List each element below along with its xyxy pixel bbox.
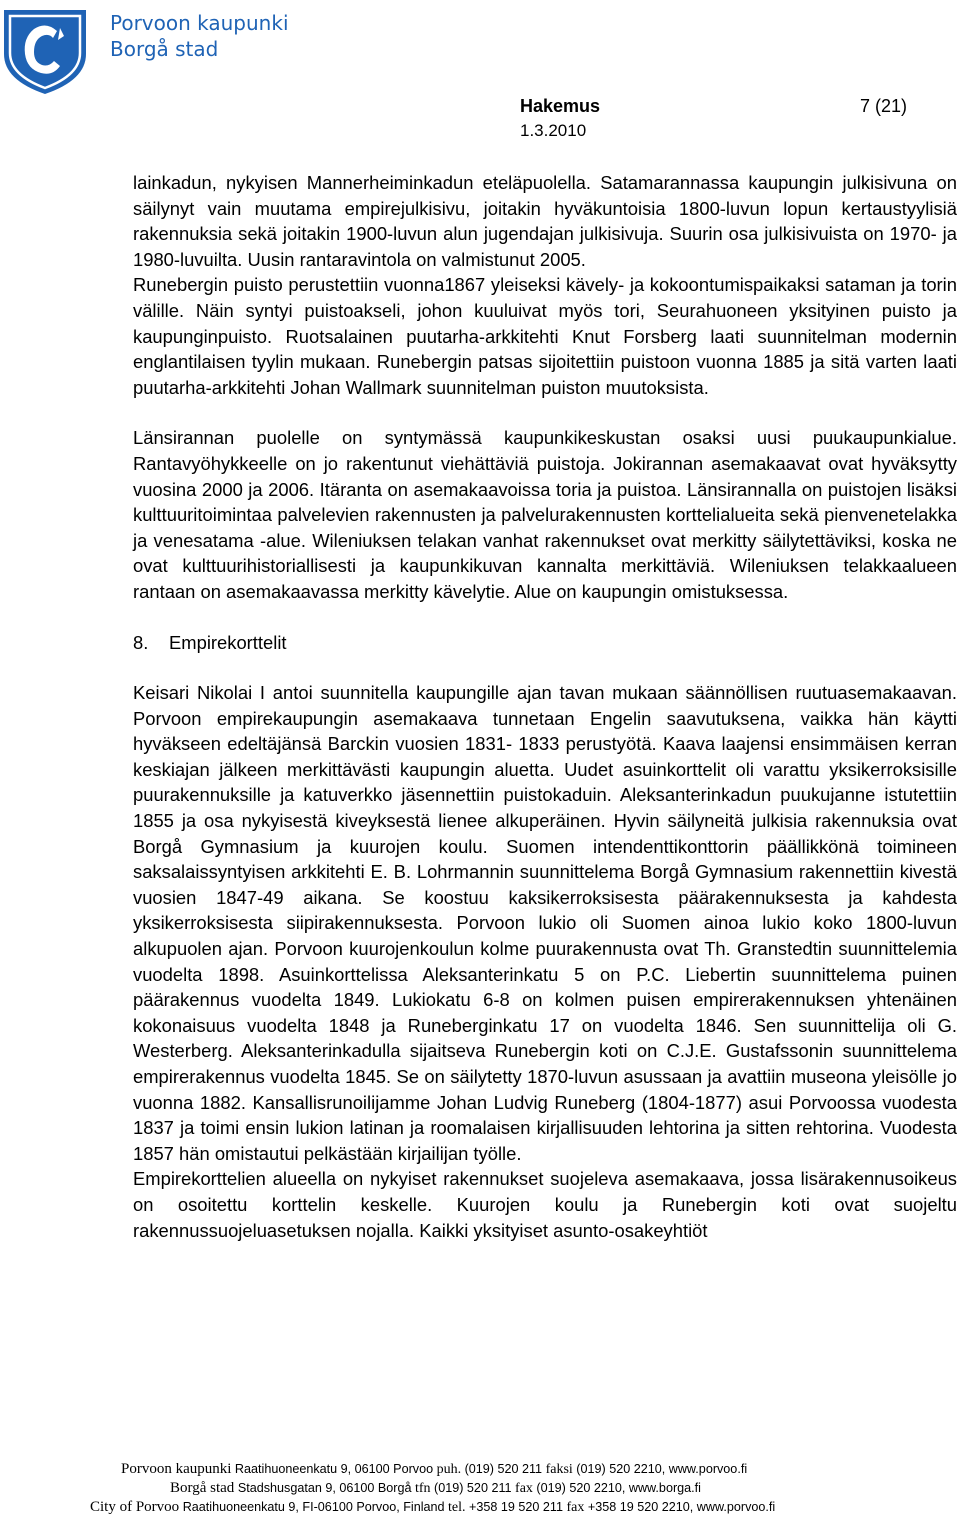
paragraph: Empirekorttelien alueella on nykyiset rakennukset suojeleva asemakaava, jossa lisärakennusoikeus on osoitettu korttelin keskelle. Kuurojen koulu ja Runebergin koti ovat suojeltu rakennussuojeluasetuksen nojalla. Kaikki yksityiset asunto-osakeyhtiöt [133,1168,957,1241]
paragraph: Runebergin puisto perustettiin vuonna1867 yleiseksi kävely- ja kokoontumispaikaksi sataman ja torin välille. Näin syntyi puistoakseli, johon kuuluivat myös tori, Seurahuoneen yksityinen puisto ja kaupunginpuisto. Ruotsalainen puutarha-arkkitehti Knut Forsberg laati suunnitelman modernin englantilaisen tyylin mukaan. Runebergin patsas sijoitettiin puistoon vuonna 1885 ja sitä varten laati puutarha-arkkitehti Johan Wallmark suunnitelman puiston muutoksista. [133,274,957,398]
paragraph: Länsirannan puolelle on syntymässä kaupunkikeskustan osaksi uusi puukaupunkialue. Rantavyöhykkeelle on jo rakentunut viehättäviä puistoja. Jokirannan asemakaavat ovat hyväksytty vuosina 2000 ja 2006. Itäranta on asemakaavoissa toria ja puistoa. Länsirannalla on puistojen lisäksi kulttuuritoimintaa palvelevien rakennusten ja palvelurakennusten korttelialueita sekä pienvenetelakka ja venesatama -alue. Wileniuksen telakan vanhat rakennukset ovat merkitty säilytettäviksi, koska ne ovat kulttuurihistoriallisesti ja kaupunkikuvan kannalta merkittäviä. Wileniuksen telakkaalueen rantaan on asemakaavassa merkitty kävelytie. Alue on kaupungin omistuksessa. [133,427,957,602]
organization-name-fi: Porvoon kaupunki [110,11,289,35]
footer-line-fi: Porvoon kaupunki Raatihuoneenkatu 9, 06100 Porvoo puh. (019) 520 211 faksi (019) 520 2210, www.porvoo.fi [121,1461,748,1477]
document-title: Hakemus [520,96,601,116]
section-heading [133,630,957,656]
footer-line-sv: Borgå stad Stadshusgatan 9, 06100 Borgå tfn (019) 520 211 fax (019) 520 2210, www.borga.fi [170,1480,701,1496]
document-body [133,170,957,1243]
organization-name-sv: Borgå stad [110,37,219,61]
document-date: 1.3.2010 [520,121,587,140]
footer-line-en: City of Porvoo Raatihuoneenkatu 9, FI-06100 Porvoo, Finland tel. +358 19 520 211 fax +358 19 520 2210, www.porvoo.fi [90,1499,776,1515]
section-number: 8. [133,631,149,653]
paragraph: lainkadun, nykyisen Mannerheiminkadun eteläpuolella. Satamarannassa kaupungin julkisivuna on säilynyt vain muutama empirejulkisivu, joitakin hyväkuntoisia 1800-luvun lopun kertaustyylisiä rakennuksia sekä joitakin 1900-luvun alun jugendajan julkisivuja. Suurin osa julkisivuista on 1970- ja 1980-luvuilta. Uusin rantaravintola on valmistunut 2005. [133,172,957,270]
page-number: 7 (21) [860,96,908,116]
paragraph: Keisari Nikolai I antoi suunnitella kaupungille ajan tavan mukaan säännöllisen ruutuasemakaavan. Porvoon empirekaupungin asemakaava tunnetaan Engelin saavutuksena, vaikka hän käytti hyväkseen edeltäjänsä Barckin vuosien 1831- 1833 perustyötä. Kaava laajensi ensimmäisen kerran keskiajan jälkeen merkittävästi kaupungin aluetta. Uudet asuinkorttelit oli varattu yksikerroksisille puurakennuksille ja katuverkko jäsennettiin puistokaduin. Aleksanterinkadun puukujanne istutettiin 1855 ja osa nykyisestä kiveyksestä lienee alkuperäinen. Hyvin säilyneitä julkisia rakennuksia ovat Borgå Gymnasium ja kuurojen koulu. Suomen intendenttikonttorin päällikkönä toimineen saksalaissyntyisen arkkitehti E. B. Lohrmannin suunnittelema Borgå Gymnasium rakennettiin kivestä vuosien 1847-49 aikana. Se koostuu kaksikerroksisesta päärakennuksesta ja kahdesta yksikerroksisesta siipirakennuksesta. Porvoon lukio oli Suomen ainoa lukio koko 1800-luvun alkupuolen ajan. Porvoon kuurojenkoulun kolme puurakennusta ovat Th. Granstedtin suunnittelemia vuodelta 1898. Asuinkorttelissa Aleksanterinkatu 5 on P.C. Liebertin suunnittelema puinen päärakennus vuodelta 1849. Lukiokatu 6-8 on kolmen puisen empirerakennuksen yhtenäinen kokonaisuus vuodelta 1848 ja Runeberginkatu 17 on vuodelta 1846. Sen suunnittelija oli G. Westerberg. Aleksanterinkadulla sijaitseva Runebergin koti on C.J.E. Gustafssonin suunnittelema empirerakennus vuodelta 1845. Se on säilytetty 1870-luvun asussaan ja avattiin museona yleisölle jo vuonna 1882. Kansallisrunoilijamme Johan Ludvig Runeberg (1804-1877) asui Porvoossa vuodesta 1837 ja toimi ensin lukion latinan ja roomalaisen kirjallisuuden lehtorina ja sitten rehtorina. Vuodesta 1857 hän omistautui pelkästään kirjailijan työlle. [133,682,957,1164]
city-coat-of-arms-logo [0,4,90,96]
page-footer [0,1460,960,1517]
organization-name [110,10,289,62]
section-title: Empirekorttelit [169,631,287,653]
